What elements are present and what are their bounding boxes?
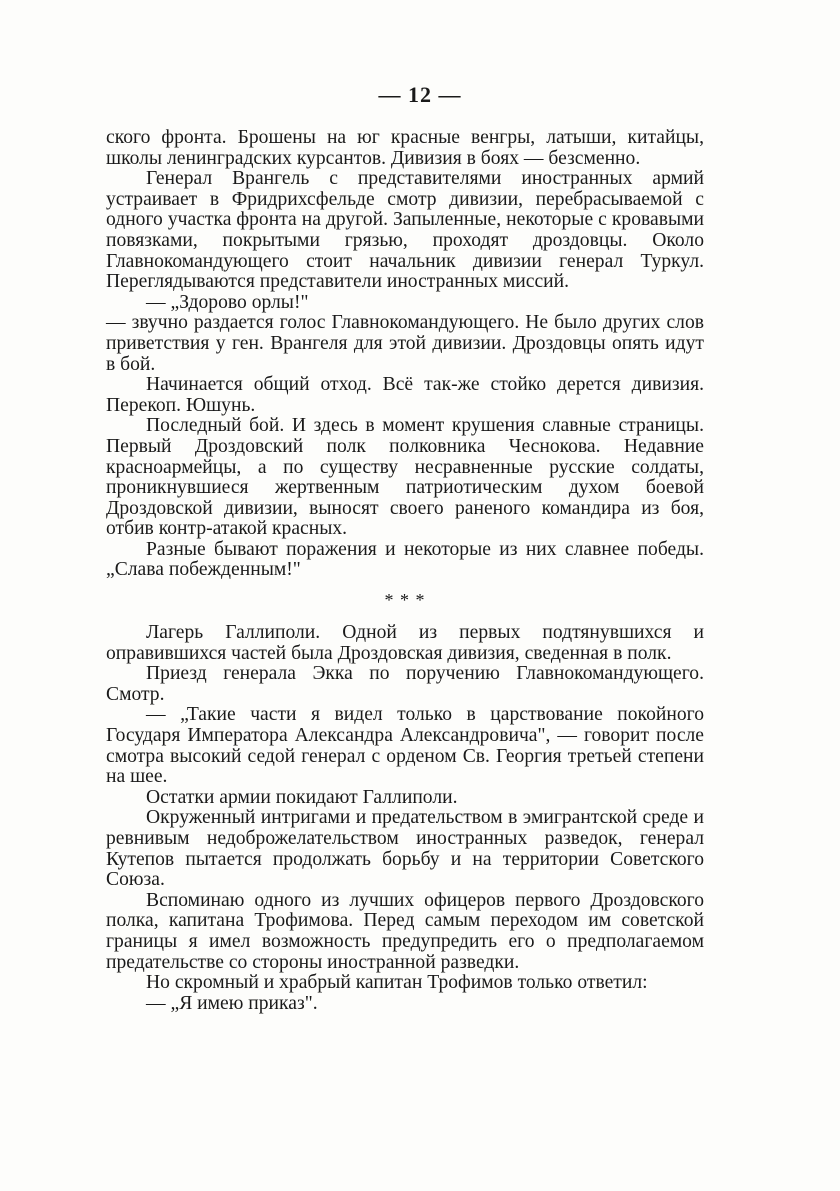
paragraph: Генерал Врангель с представителями иностранных армий устраивает в Фридрихсфельде смотр дивизии, перебрасываемой с одного участка фронта на другой. Запыленные, некоторые с кровавыми повязками, покрытыми грязью, проходят дроздовцы. Около Главнокомандующего стоит начальник дивизии генерал Туркул. Переглядываются представители иностранных миссий. <box>106 168 704 293</box>
paragraph: Но скромный и храбрый капитан Трофимов только ответил: <box>146 972 648 994</box>
paragraph: Лагерь Галлиполи. Одной из первых подтянувшихся и оправившихся частей была Дроздовская дивизия, сведенная в полк. <box>106 622 704 664</box>
document-body <box>106 128 704 1014</box>
paragraph: Остатки армии покидают Галлиполи. <box>146 786 458 808</box>
paragraph: ского фронта. Брошены на юг красные венгры, латыши, китайцы, школы ленинградских курсантов. Дивизия в боях — безсменно. <box>106 127 704 169</box>
paragraph: Последный бой. И здесь в момент крушения славные страницы. Первый Дроздовский полк полковника Чеснокова. Недавние красноармейцы, а по существу несравненные русские солдаты, проникнувшиеся жертвенным патриотическим духом боевой Дроздовской дивизии, выносят своего раненого командира из боя, отбив контр-атакой красных. <box>106 415 704 540</box>
paragraph: Окруженный интригами и предательством в эмигрантской среде и ревнивым недоброжелательством иностранных разведок, генерал Кутепов пытается продолжать борьбу и на территории Советского Союза. <box>106 807 704 891</box>
paragraph: Разные бывают поражения и некоторые из них славнее победы. „Слава побежденным!" <box>106 538 704 581</box>
page-number: — 12 — <box>378 82 462 107</box>
paragraph: — звучно раздается голос Главнокомандующего. Не было других слов приветствия у ген. Врангеля для этой дивизии. Дроздовцы опять идут в бой. <box>106 312 704 375</box>
paragraph-quote: — „Такие части я видел только в царствование покойного Государя Императора Александра Александровича", — говорит после смотра высокий седой генерал с орденом Св. Георгия третьей степени на шее. <box>106 704 704 788</box>
paragraph: Вспоминаю одного из лучших офицеров первого Дроздовского полка, капитана Трофимова. Перед самым переходом им советской границы я имел возможность предупредить его о предполагаемом предательстве со стороны иностранной разведки. <box>106 889 704 973</box>
paragraph-quote: — „Я имею приказ". <box>146 992 318 1014</box>
paragraph-quote: — „Здорово орлы!" <box>146 291 309 313</box>
paragraph: Приезд генерала Экка по поручению Главнокомандующего. Смотр. <box>106 663 704 705</box>
paragraph: Начинается общий отход. Всё так-же стойко дерется дивизия. Перекоп. Юшунь. <box>106 374 704 416</box>
section-divider: * * * <box>384 590 426 611</box>
